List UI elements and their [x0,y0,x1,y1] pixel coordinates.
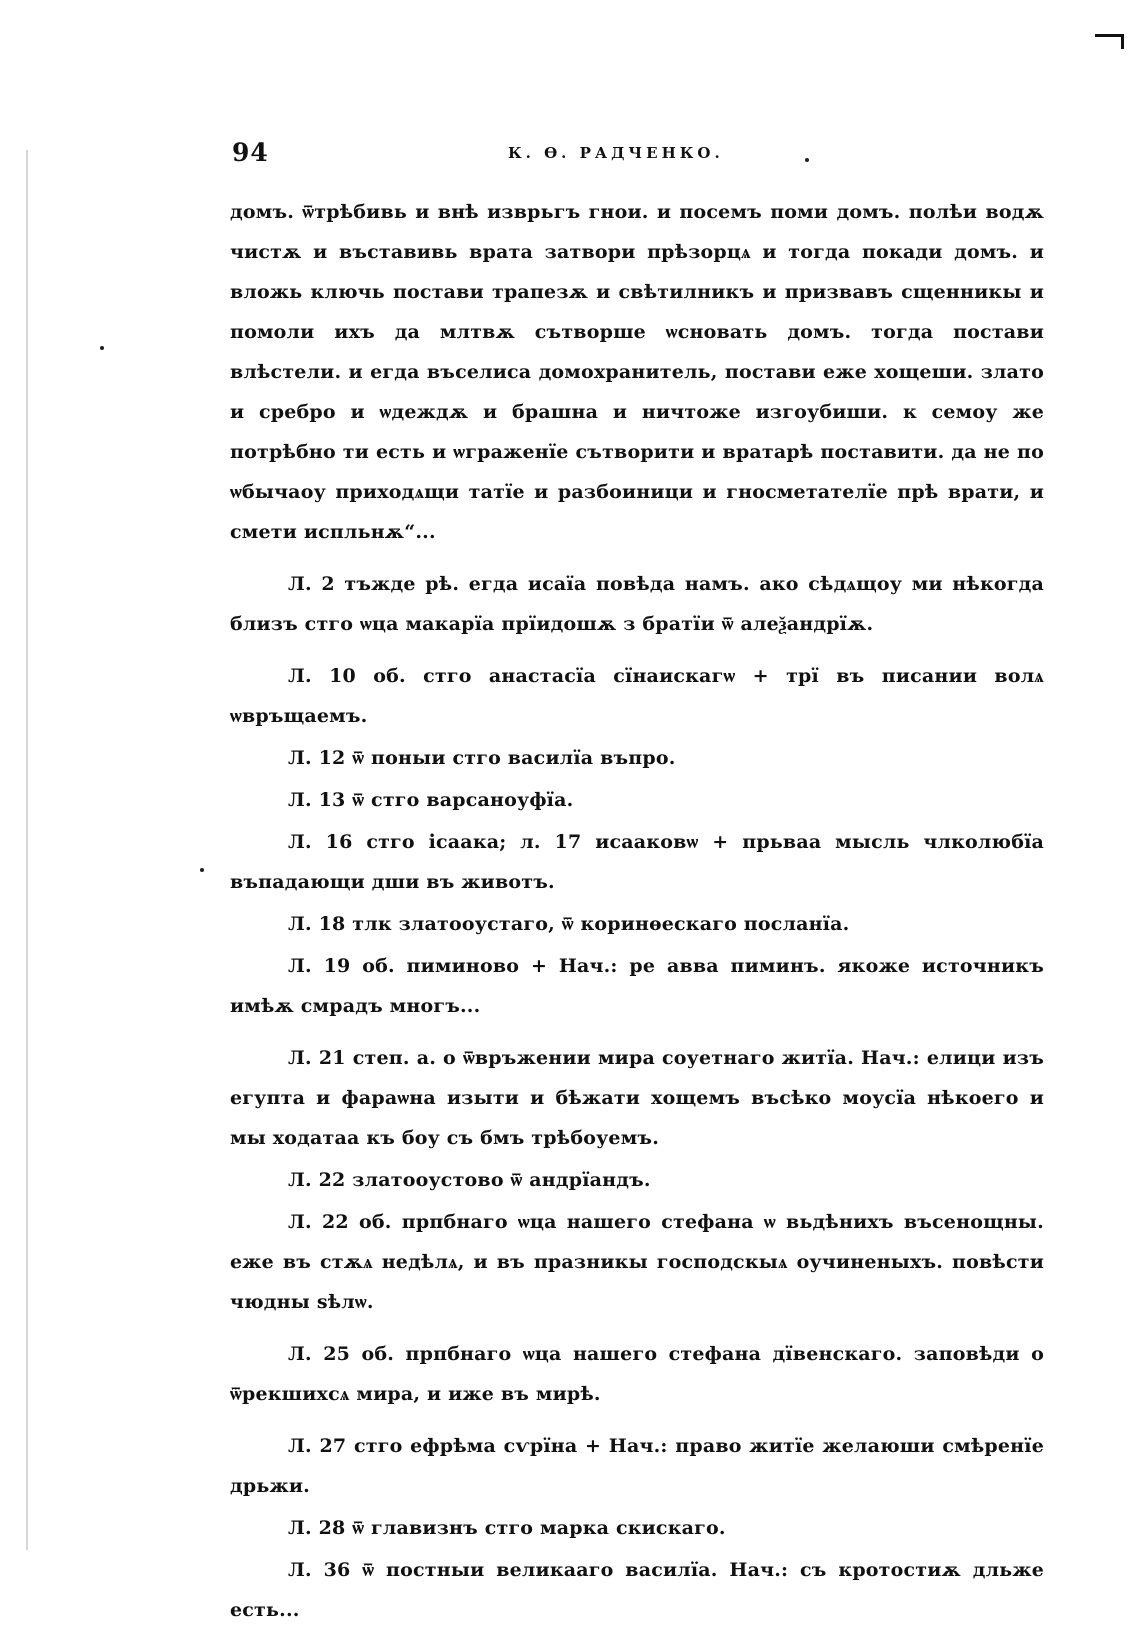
entry-l27: Л. 27 стго ефрѣма сѵрїна + Нач.: право житїе желаюши смѣренїе дрьжи. [230,1435,1044,1497]
entry-l25: Л. 25 об. прпбнаго ѡца нашего стефана дївенскаго. заповѣди о ѿрекшихсѧ мира, и иже въ мирѣ. [230,1343,1044,1405]
corner-mark [1095,34,1124,49]
entry-l36: Л. 36 ѿ постныи великааго василїа. Нач.: съ кротостиѫ дльже есть... [230,1559,1044,1621]
entry-l16: Л. 16 стго ісаака; л. 17 исааковѡ + прьваа мысль члколюбїа въпадающи дши въ животъ. [230,831,1044,893]
entry-l22: Л. 22 златооустово ѿ андрїандъ. [288,1169,651,1191]
entry-l12: Л. 12 ѿ поныи стго василїа въпро. [288,747,676,769]
page-number: 94 [232,138,269,167]
speck [200,868,204,872]
running-title: К. Ѳ. РАДЧЕНКО. [508,144,724,162]
entry-l28: Л. 28 ѿ главизнъ стго марка скискаго. [288,1517,726,1539]
paragraph-intro: домъ. ѿтрѣбивь и внѣ изврьгъ гнои. и посемъ поми домъ. полѣи водѫ чистѫ и въставивь врата затвори прѣзорцѧ и тогда покади домъ. и вложь ключь постави трапезѫ и свѣтилникъ и призвавъ сщенникы и помоли ихъ да млтвѫ сътворше ѡсновать домъ. тогда постави влѣстели. и егда въселиса домохранитель, постави еже хощеши. злато и сребро и ѡдеждѫ и брашна и ничтоже изгоубиши. к семоу же потрѣбно ти есть и ѡграженїе сътворити и вратарѣ поставити. да не по ѡбычаоу приходѧщи татїе и разбоиници и гносметателїе прѣ врати, и смети испльнѫ“... [230,201,1044,543]
entry-l13: Л. 13 ѿ стго варсаноуфїа. [288,789,574,811]
scan-edge-line [26,150,28,1550]
page-header [232,138,1042,174]
entry-l21: Л. 21 степ. а. о ѿвръжении мира соуетнаго житїа. Нач.: елици изъ егупта и фараѡна изыти и бѣжати хощемъ въсѣко моусїа нѣкоего и мы ходатаа къ боу съ бмъ трѣбоуемъ. [230,1047,1044,1149]
body-text [230,192,1044,1630]
entry-l2: Л. 2 тъжде рѣ. егда исаїа повѣда намъ. ако сѣдѧщоу ми нѣкогда близъ стго ѡца макарїа прїидошѫ з братїи ѿ алеѯандрїѫ. [230,573,1044,635]
entry-l10: Л. 10 об. стго анастасїа сїнаискагѡ + трї въ писании волѧ ѡвръщаемъ. [230,665,1044,727]
entry-l19: Л. 19 об. пиминово + Нач.: ре авва пиминъ. якоже источникъ имѣѫ смрадъ многъ... [230,955,1044,1017]
entry-l18: Л. 18 тлк златооустаго, ѿ коринѳескаго посланїа. [288,913,850,935]
entry-l22-ob: Л. 22 об. прпбнаго ѡца нашего стефана ѡ вьдѣнихъ въсенощны. еже въ стѫѧ недѣлѧ, и въ празникы господскыѧ оучиненыхъ. повѣсти чюдны ѕѣлѡ. [230,1211,1044,1313]
speck [100,346,104,350]
